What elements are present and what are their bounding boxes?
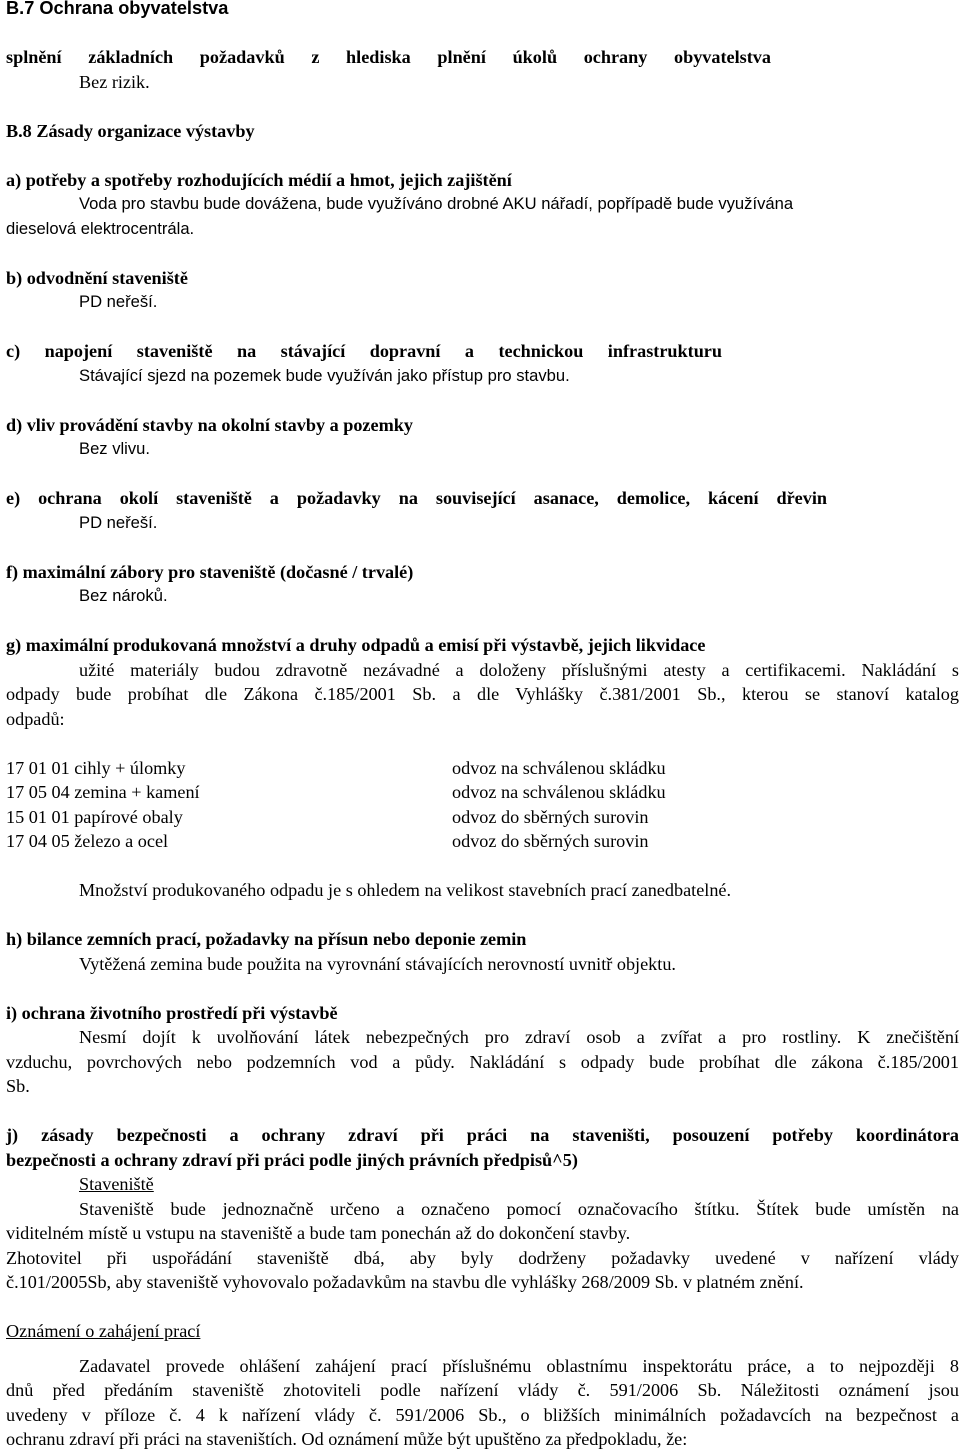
- item-j-sub1-line2: viditelném místě u vstupu na staveniště a bude tam ponechán až do dokončení stavby.: [6, 1223, 631, 1243]
- item-j-sub1-line4: č.101/2005Sb, aby staveniště vyhovovalo požadavkům na stavbu dle vyhlášky 268/2009 Sb. v platném znění.: [6, 1272, 804, 1292]
- item-i-text-line2: vzduchu, povrchových nebo podzemních vod a půdy. Nakládání s odpady bude probíhat dle zákona č.185/2001: [6, 1051, 959, 1072]
- item-a-text-line1: Voda pro stavbu bude dovážena, bude využíváno drobné AKU nářadí, popřípadě bude využívána: [79, 194, 794, 213]
- item-d-text: Bez vlivu.: [79, 439, 151, 458]
- item-j-sub2-line3: uvedeny v příloze č. 4 k nařízení vlády č. 591/2006 Sb., o bližších minimálních požadavcích na bezpečnost a: [6, 1404, 959, 1425]
- waste-disposal: odvoz na schválenou skládku: [452, 782, 666, 802]
- item-c-heading: c) napojení staveniště na stávající dopravní a technickou infrastrukturu: [6, 341, 722, 361]
- item-j-heading-line2: bezpečnosti a ochrany zdraví při práci podle jiných právních předpisů^5): [6, 1149, 578, 1170]
- item-f-heading: f) maximální zábory pro staveniště (dočasné / trvalé): [6, 561, 414, 582]
- document-page: [6, 0, 959, 1452]
- item-c-text: Stávající sjezd na pozemek bude využíván jako přístup pro stavbu.: [79, 365, 570, 385]
- item-f-text: Bez nároků.: [79, 586, 168, 605]
- item-j-sub2-line1: Zadavatel provede ohlášení zahájení prací příslušnému oblastnímu inspektorátu práce, a to nejpozději 8: [79, 1355, 959, 1376]
- item-g-note: Množství produkovaného odpadu je s ohledem na velikost stavebních prací zanedbatelné.: [79, 880, 732, 900]
- item-g-text-line1: užité materiály budou zdravotně nezávadné a doloženy příslušnými atesty a certifikacemi. Nakládání s: [79, 659, 959, 680]
- item-j-sub2-line4: ochranu zdraví při práci na staveništích. Od oznámení může být upuštěno za předpokladu, že:: [6, 1429, 688, 1449]
- item-j-sub1-line1: Staveniště bude jednoznačně určeno a označeno pomocí označovacího štítku. Štítek bude umístěn na: [79, 1198, 959, 1219]
- item-i-text-line3: Sb.: [6, 1076, 30, 1096]
- item-b-heading: b) odvodnění staveniště: [6, 267, 188, 288]
- item-e-text: PD neřeší.: [79, 512, 158, 532]
- item-a-text-line2: dieselová elektrocentrála.: [6, 218, 195, 238]
- waste-code: 17 01 01 cihly + úlomky: [6, 757, 186, 778]
- item-j-heading-line1: j) zásady bezpečnosti a ochrany zdraví při práci na staveništi, posouzení potřeby koordinátora: [6, 1125, 959, 1145]
- item-j-sub2-line2: dnů před předáním staveniště zhotoviteli podle nařízení vlády č. 591/2006 Sb. Náležitosti oznámení jsou: [6, 1380, 959, 1400]
- item-i-heading: i) ochrana životního prostředí při výstavbě: [6, 1002, 338, 1023]
- waste-disposal: odvoz do sběrných surovin: [452, 831, 649, 851]
- waste-disposal: odvoz do sběrných surovin: [452, 806, 649, 827]
- section-heading-b8: B.8 Zásady organizace výstavby: [6, 120, 255, 141]
- waste-disposal: odvoz na schválenou skládku: [452, 757, 666, 778]
- item-i-text-line1: Nesmí dojít k uvolňování látek nebezpečných pro zdraví osob a zvířat a pro rostliny. K znečištění: [79, 1027, 959, 1047]
- item-j-sub1-line3: Zhotovitel při uspořádání staveniště dbá, aby byly dodrženy požadavky uvedené v nařízení vlády: [6, 1247, 959, 1268]
- waste-code: 15 01 01 papírové obaly: [6, 806, 183, 827]
- waste-code: 17 05 04 zemina + kamení: [6, 782, 200, 802]
- item-j-sub1-title: Staveniště: [79, 1174, 154, 1194]
- item-j-sub2-title: Oznámení o zahájení prací: [6, 1321, 201, 1341]
- b7-text: Bez rizik.: [79, 71, 150, 92]
- item-e-heading: e) ochrana okolí staveniště a požadavky na související asanace, demolice, kácení dřevin: [6, 488, 827, 508]
- b7-subheading: splnění základních požadavků z hlediska plnění úkolů ochrany obyvatelstva: [6, 47, 771, 67]
- item-h-text: Vytěžená zemina bude použita na vyrovnání stávajících nerovností uvnitř objektu.: [79, 953, 676, 974]
- item-d-heading: d) vliv provádění stavby na okolní stavby a pozemky: [6, 414, 413, 435]
- item-g-text-line3: odpadů:: [6, 708, 65, 729]
- waste-code: 17 04 05 železo a ocel: [6, 831, 169, 851]
- item-h-heading: h) bilance zemních prací, požadavky na přísun nebo deponie zemin: [6, 929, 527, 949]
- item-g-heading: g) maximální produkovaná množství a druhy odpadů a emisí při výstavbě, jejich likvidace: [6, 635, 706, 655]
- item-b-text: PD neřeší.: [79, 292, 158, 311]
- item-a-heading: a) potřeby a spotřeby rozhodujících médií a hmot, jejich zajištění: [6, 169, 512, 190]
- waste-table: [6, 756, 959, 854]
- item-g-text-line2: odpady bude probíhat dle Zákona č.185/2001 Sb. a dle Vyhlášky č.381/2001 Sb., kterou se stanoví katalog: [6, 684, 959, 704]
- section-heading-b7: B.7 Ochrana obyvatelstva: [6, 0, 229, 18]
